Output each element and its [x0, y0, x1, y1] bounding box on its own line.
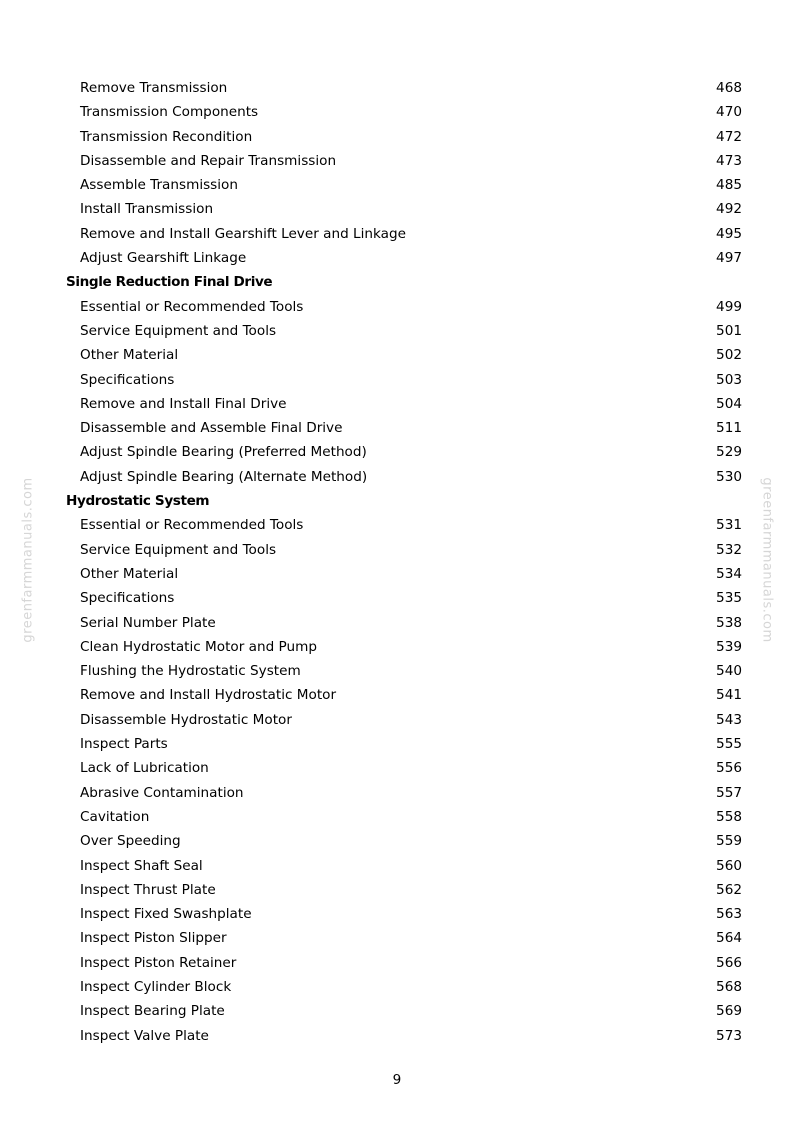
toc-entry-page: 573 — [716, 1027, 742, 1044]
toc-entry[interactable] — [0, 295, 794, 319]
toc-entry-page: 564 — [716, 930, 742, 947]
toc-entry-page: 497 — [716, 250, 742, 267]
toc-entry-title: Adjust Spindle Bearing (Preferred Method) — [80, 444, 367, 461]
toc-entry[interactable] — [0, 197, 794, 221]
toc-entry[interactable] — [0, 659, 794, 683]
toc-entry-page: 556 — [716, 760, 742, 777]
toc-entry-title: Inspect Parts — [80, 736, 168, 753]
toc-entry[interactable] — [0, 173, 794, 197]
toc-entry-title: Flushing the Hydrostatic System — [80, 663, 301, 680]
toc-entry-title: Single Reduction Final Drive — [66, 274, 273, 291]
toc-entry[interactable] — [0, 781, 794, 805]
toc-entry-page: 495 — [716, 225, 742, 242]
toc-entry-page: 541 — [716, 687, 742, 704]
toc-entry-page: 560 — [716, 857, 742, 874]
toc-entry-title: Remove and Install Gearshift Lever and Linkage — [80, 225, 406, 242]
toc-entry-page: 473 — [716, 152, 742, 169]
toc-entry-page: 568 — [716, 978, 742, 995]
toc-entry-page: 472 — [716, 128, 742, 145]
toc-entry-page: 566 — [716, 954, 742, 971]
toc-entry-title: Adjust Spindle Bearing (Alternate Method) — [80, 468, 368, 485]
toc-entry[interactable] — [0, 416, 794, 440]
toc-entry-title: Remove and Install Hydrostatic Motor — [80, 687, 337, 704]
toc-entry[interactable] — [0, 683, 794, 707]
toc-entry-title: Remove and Install Final Drive — [80, 395, 287, 412]
toc-entry-page: 502 — [716, 347, 742, 364]
toc-section-heading — [0, 489, 794, 513]
toc-entry-page: 485 — [716, 177, 742, 194]
toc-entry-title: Specifications — [80, 371, 175, 388]
toc-entry-page: 562 — [716, 881, 742, 898]
toc-entry-page: 534 — [716, 565, 742, 582]
toc-entry-title: Remove Transmission — [80, 80, 228, 96]
toc-entry[interactable] — [0, 149, 794, 173]
toc-entry-page: 559 — [716, 833, 742, 850]
toc-entry-title: Service Equipment and Tools — [80, 541, 277, 558]
toc-entry[interactable] — [0, 368, 794, 392]
toc-entry-title: Serial Number Plate — [80, 614, 216, 631]
toc-entry-title: Other Material — [80, 565, 179, 582]
toc-entry-title: Transmission Recondition — [80, 128, 253, 145]
toc-entry[interactable] — [0, 125, 794, 149]
toc-entry-page: 543 — [716, 711, 742, 728]
watermark-left: greenfarmmanuals.com — [20, 477, 36, 643]
toc-entry-page: 558 — [716, 808, 742, 825]
toc-entry[interactable] — [0, 76, 794, 100]
toc-entry[interactable] — [0, 343, 794, 367]
toc-entry-page: 503 — [716, 371, 742, 388]
toc-entry-title: Disassemble Hydrostatic Motor — [80, 711, 292, 728]
toc-entry-page: 569 — [716, 1003, 742, 1020]
toc-entry[interactable] — [0, 635, 794, 659]
toc-entry-title: Abrasive Contamination — [80, 784, 244, 801]
toc-entry[interactable] — [0, 708, 794, 732]
toc-entry-page: 540 — [716, 663, 742, 680]
toc-entry[interactable] — [0, 538, 794, 562]
toc-entry[interactable] — [0, 611, 794, 635]
toc-entry[interactable] — [0, 975, 794, 999]
toc-entry-title: Inspect Shaft Seal — [80, 857, 203, 874]
toc-entry[interactable] — [0, 1024, 794, 1048]
toc-entry-page: 557 — [716, 784, 742, 801]
watermark-right: greenfarmmanuals.com — [759, 477, 775, 643]
toc-entry-page: 470 — [716, 104, 742, 121]
toc-entry[interactable] — [0, 756, 794, 780]
toc-entry-page: 555 — [716, 736, 742, 753]
toc-entry-page: 535 — [716, 590, 742, 607]
toc-entry-title: Inspect Thrust Plate — [80, 881, 216, 898]
toc-entry-page: 499 — [716, 298, 742, 315]
toc-entry-page: 501 — [716, 322, 742, 339]
table-of-contents — [0, 76, 794, 1048]
toc-entry-title: Assemble Transmission — [80, 177, 238, 194]
toc-entry[interactable] — [0, 732, 794, 756]
toc-entry-title: Cavitation — [80, 808, 150, 825]
toc-entry-title: Adjust Gearshift Linkage — [80, 250, 247, 267]
toc-entry-title: Inspect Piston Slipper — [80, 930, 227, 947]
toc-entry-page: 529 — [716, 444, 742, 461]
toc-entry-page: 539 — [716, 638, 742, 655]
toc-entry-title: Over Speeding — [80, 833, 181, 850]
toc-entry-page: 504 — [716, 395, 742, 412]
toc-entry-page: 538 — [716, 614, 742, 631]
toc-entry-title: Disassemble and Assemble Final Drive — [80, 420, 343, 437]
toc-entry-title: Other Material — [80, 347, 179, 364]
toc-section-heading — [0, 270, 794, 294]
toc-entry[interactable] — [0, 562, 794, 586]
toc-entry[interactable] — [0, 999, 794, 1023]
toc-entry[interactable] — [0, 878, 794, 902]
toc-entry[interactable] — [0, 100, 794, 124]
toc-entry-page: 468 — [716, 80, 742, 96]
toc-entry-page: 563 — [716, 906, 742, 923]
toc-entry[interactable] — [0, 805, 794, 829]
toc-entry[interactable] — [0, 951, 794, 975]
toc-entry-title: Inspect Cylinder Block — [80, 978, 232, 995]
toc-entry[interactable] — [0, 222, 794, 246]
toc-entry-title: Clean Hydrostatic Motor and Pump — [80, 638, 317, 655]
toc-entry-title: Transmission Components — [80, 104, 259, 121]
toc-entry-page: 511 — [716, 420, 742, 437]
toc-entry[interactable] — [0, 854, 794, 878]
toc-entry-title: Inspect Piston Retainer — [80, 954, 237, 971]
toc-entry-title: Inspect Valve Plate — [80, 1027, 209, 1044]
toc-entry-title: Inspect Bearing Plate — [80, 1003, 225, 1020]
toc-entry[interactable] — [0, 246, 794, 270]
toc-entry-title: Inspect Fixed Swashplate — [80, 906, 252, 923]
toc-entry-title: Disassemble and Repair Transmission — [80, 152, 337, 169]
toc-entry[interactable] — [0, 926, 794, 950]
toc-entry-title: Essential or Recommended Tools — [80, 517, 304, 534]
toc-entry-page: 492 — [716, 201, 742, 218]
toc-entry[interactable] — [0, 440, 794, 464]
toc-entry-title: Install Transmission — [80, 201, 214, 218]
toc-entry[interactable] — [0, 513, 794, 537]
toc-entry-title: Essential or Recommended Tools — [80, 298, 304, 315]
toc-entry-title: Specifications — [80, 590, 175, 607]
page-number: 9 — [392, 1072, 402, 1088]
toc-entry-page: 531 — [716, 517, 742, 534]
toc-entry[interactable] — [0, 392, 794, 416]
toc-entry-page: 530 — [716, 468, 742, 485]
toc-entry[interactable] — [0, 829, 794, 853]
toc-entry-title: Service Equipment and Tools — [80, 322, 277, 339]
toc-entry[interactable] — [0, 902, 794, 926]
toc-entry-page: 532 — [716, 541, 742, 558]
toc-entry-title: Hydrostatic System — [66, 493, 210, 510]
toc-entry-title: Lack of Lubrication — [80, 760, 209, 777]
toc-entry[interactable] — [0, 465, 794, 489]
toc-entry[interactable] — [0, 319, 794, 343]
toc-entry[interactable] — [0, 586, 794, 610]
